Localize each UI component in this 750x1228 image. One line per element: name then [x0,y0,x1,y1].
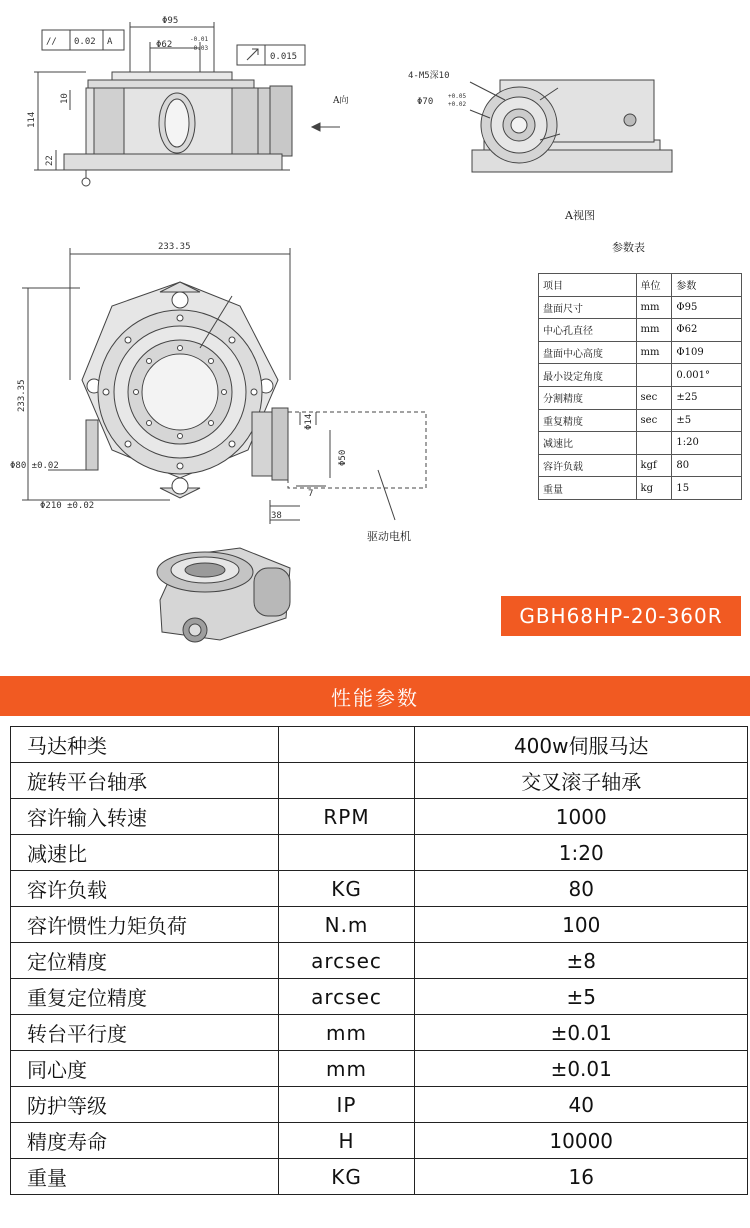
perf-item: 容许输入转速 [11,799,279,835]
row-item: 容许负载 [539,454,637,477]
perf-unit: KG [278,871,415,907]
table-row [539,409,742,432]
dim-dia-62-lower: -0.03 [190,45,209,52]
table-row [539,477,742,500]
dim-38: 38 [271,511,282,521]
table-row [11,1087,748,1123]
table-row [11,907,748,943]
row-item: 中心孔直径 [539,319,637,342]
perf-value: 1:20 [415,835,748,871]
dim-dia-62-upper: -0.01 [190,36,209,43]
row-item: 最小设定角度 [539,364,637,387]
table-row [11,799,748,835]
dim-dia-210: Φ210 ±0.02 [40,501,95,511]
perf-item: 转台平行度 [11,1015,279,1051]
parameter-table-header [539,274,742,297]
row-item: 减速比 [539,432,637,455]
table-row [539,319,742,342]
dim-233-horizontal: 233.35 [158,242,191,252]
dim-dia-70-lower: +0.02 [448,101,467,108]
table-row [11,1159,748,1195]
perf-unit: arcsec [278,943,415,979]
row-item: 分割精度 [539,386,637,409]
perf-unit: arcsec [278,979,415,1015]
table-row [539,454,742,477]
perf-unit: KG [278,1159,415,1195]
perf-value: 交叉滚子轴承 [415,763,748,799]
perf-item: 定位精度 [11,943,279,979]
dim-dia-95: Φ95 [162,16,179,26]
table-row [539,341,742,364]
header-item: 项目 [539,274,637,297]
table-row [539,364,742,387]
table-row [11,835,748,871]
dim-dia-50: Φ50 [338,449,348,466]
perf-item: 重量 [11,1159,279,1195]
perf-unit: IP [278,1087,415,1123]
row-unit: sec [636,409,672,432]
model-badge: GBH68HP-20-360R [501,596,741,636]
row-value: 15 [672,477,742,500]
perf-value: ±0.01 [415,1051,748,1087]
perf-item: 防护等级 [11,1087,279,1123]
dim-22: 22 [45,155,55,166]
perf-value: 100 [415,907,748,943]
dir-label: A向 [333,96,349,106]
perf-unit: H [278,1123,415,1159]
perf-item: 减速比 [11,835,279,871]
dim-dia-14: Φ14 [304,413,314,430]
perf-value: 400w伺服马达 [415,727,748,763]
perf-unit: mm [278,1051,415,1087]
dim-7: 7 [308,489,314,499]
parallel-symbol: // [46,37,57,47]
row-unit: kg [636,477,672,500]
perf-value: ±8 [415,943,748,979]
dim-233-vertical: 233.35 [17,379,27,412]
perf-value: 16 [415,1159,748,1195]
perf-value: 80 [415,871,748,907]
row-unit [636,364,672,387]
row-value: 80 [672,454,742,477]
parameter-table [538,273,742,500]
table-row [11,763,748,799]
row-item: 重量 [539,477,637,500]
row-value: 1:20 [672,432,742,455]
datum-ref: A [107,37,113,47]
table-row [11,979,748,1015]
table-row [539,296,742,319]
perf-unit [278,763,415,799]
perf-item: 旋转平台轴承 [11,763,279,799]
table-row [11,1015,748,1051]
perf-item: 同心度 [11,1051,279,1087]
table-row [539,386,742,409]
table-row [11,1051,748,1087]
perf-value: ±0.01 [415,1015,748,1051]
row-unit: mm [636,296,672,319]
perf-unit [278,835,415,871]
row-value: ±25 [672,386,742,409]
row-unit: kgf [636,454,672,477]
row-unit: sec [636,386,672,409]
row-item: 重复精度 [539,409,637,432]
perf-unit: mm [278,1015,415,1051]
perf-item: 重复定位精度 [11,979,279,1015]
parallel-tol-value: 0.02 [74,37,96,47]
table-row [11,943,748,979]
row-unit: mm [636,341,672,364]
perf-value: 40 [415,1087,748,1123]
perf-item: 马达种类 [11,727,279,763]
perf-item: 精度寿命 [11,1123,279,1159]
row-value: Φ62 [672,319,742,342]
dim-dia-70-upper: +0.05 [448,93,467,100]
perf-value: ±5 [415,979,748,1015]
row-item: 盘面尺寸 [539,296,637,319]
view-label: A视图 [565,209,595,222]
hole-note: 4-M5深10 [408,71,450,81]
row-value: Φ95 [672,296,742,319]
section-title: 性能参数 [0,676,750,716]
motor-label: 驱动电机 [367,530,411,543]
dim-dia-80: Φ80 ±0.02 [10,461,59,471]
row-item: 盘面中心高度 [539,341,637,364]
header-unit: 单位 [636,274,672,297]
dim-10: 10 [60,93,70,104]
row-unit [636,432,672,455]
perf-item: 容许惯性力矩负荷 [11,907,279,943]
performance-table [10,726,748,1195]
table-row [11,727,748,763]
perf-value: 1000 [415,799,748,835]
perf-unit: RPM [278,799,415,835]
perf-unit: N.m [278,907,415,943]
table-row [11,871,748,907]
perf-item: 容许负载 [11,871,279,907]
dim-dia-62: Φ62 [156,40,173,50]
perf-unit [278,727,415,763]
row-value: 0.001° [672,364,742,387]
perf-value: 10000 [415,1123,748,1159]
row-unit: mm [636,319,672,342]
small-table-title: 参数表 [612,241,645,254]
runout-tol-value: 0.015 [270,52,298,62]
table-row [11,1123,748,1159]
dim-dia-70: Φ70 [417,97,434,107]
row-value: ±5 [672,409,742,432]
header-param: 参数 [672,274,742,297]
dim-114: 114 [27,111,37,128]
table-row [539,432,742,455]
row-value: Φ109 [672,341,742,364]
